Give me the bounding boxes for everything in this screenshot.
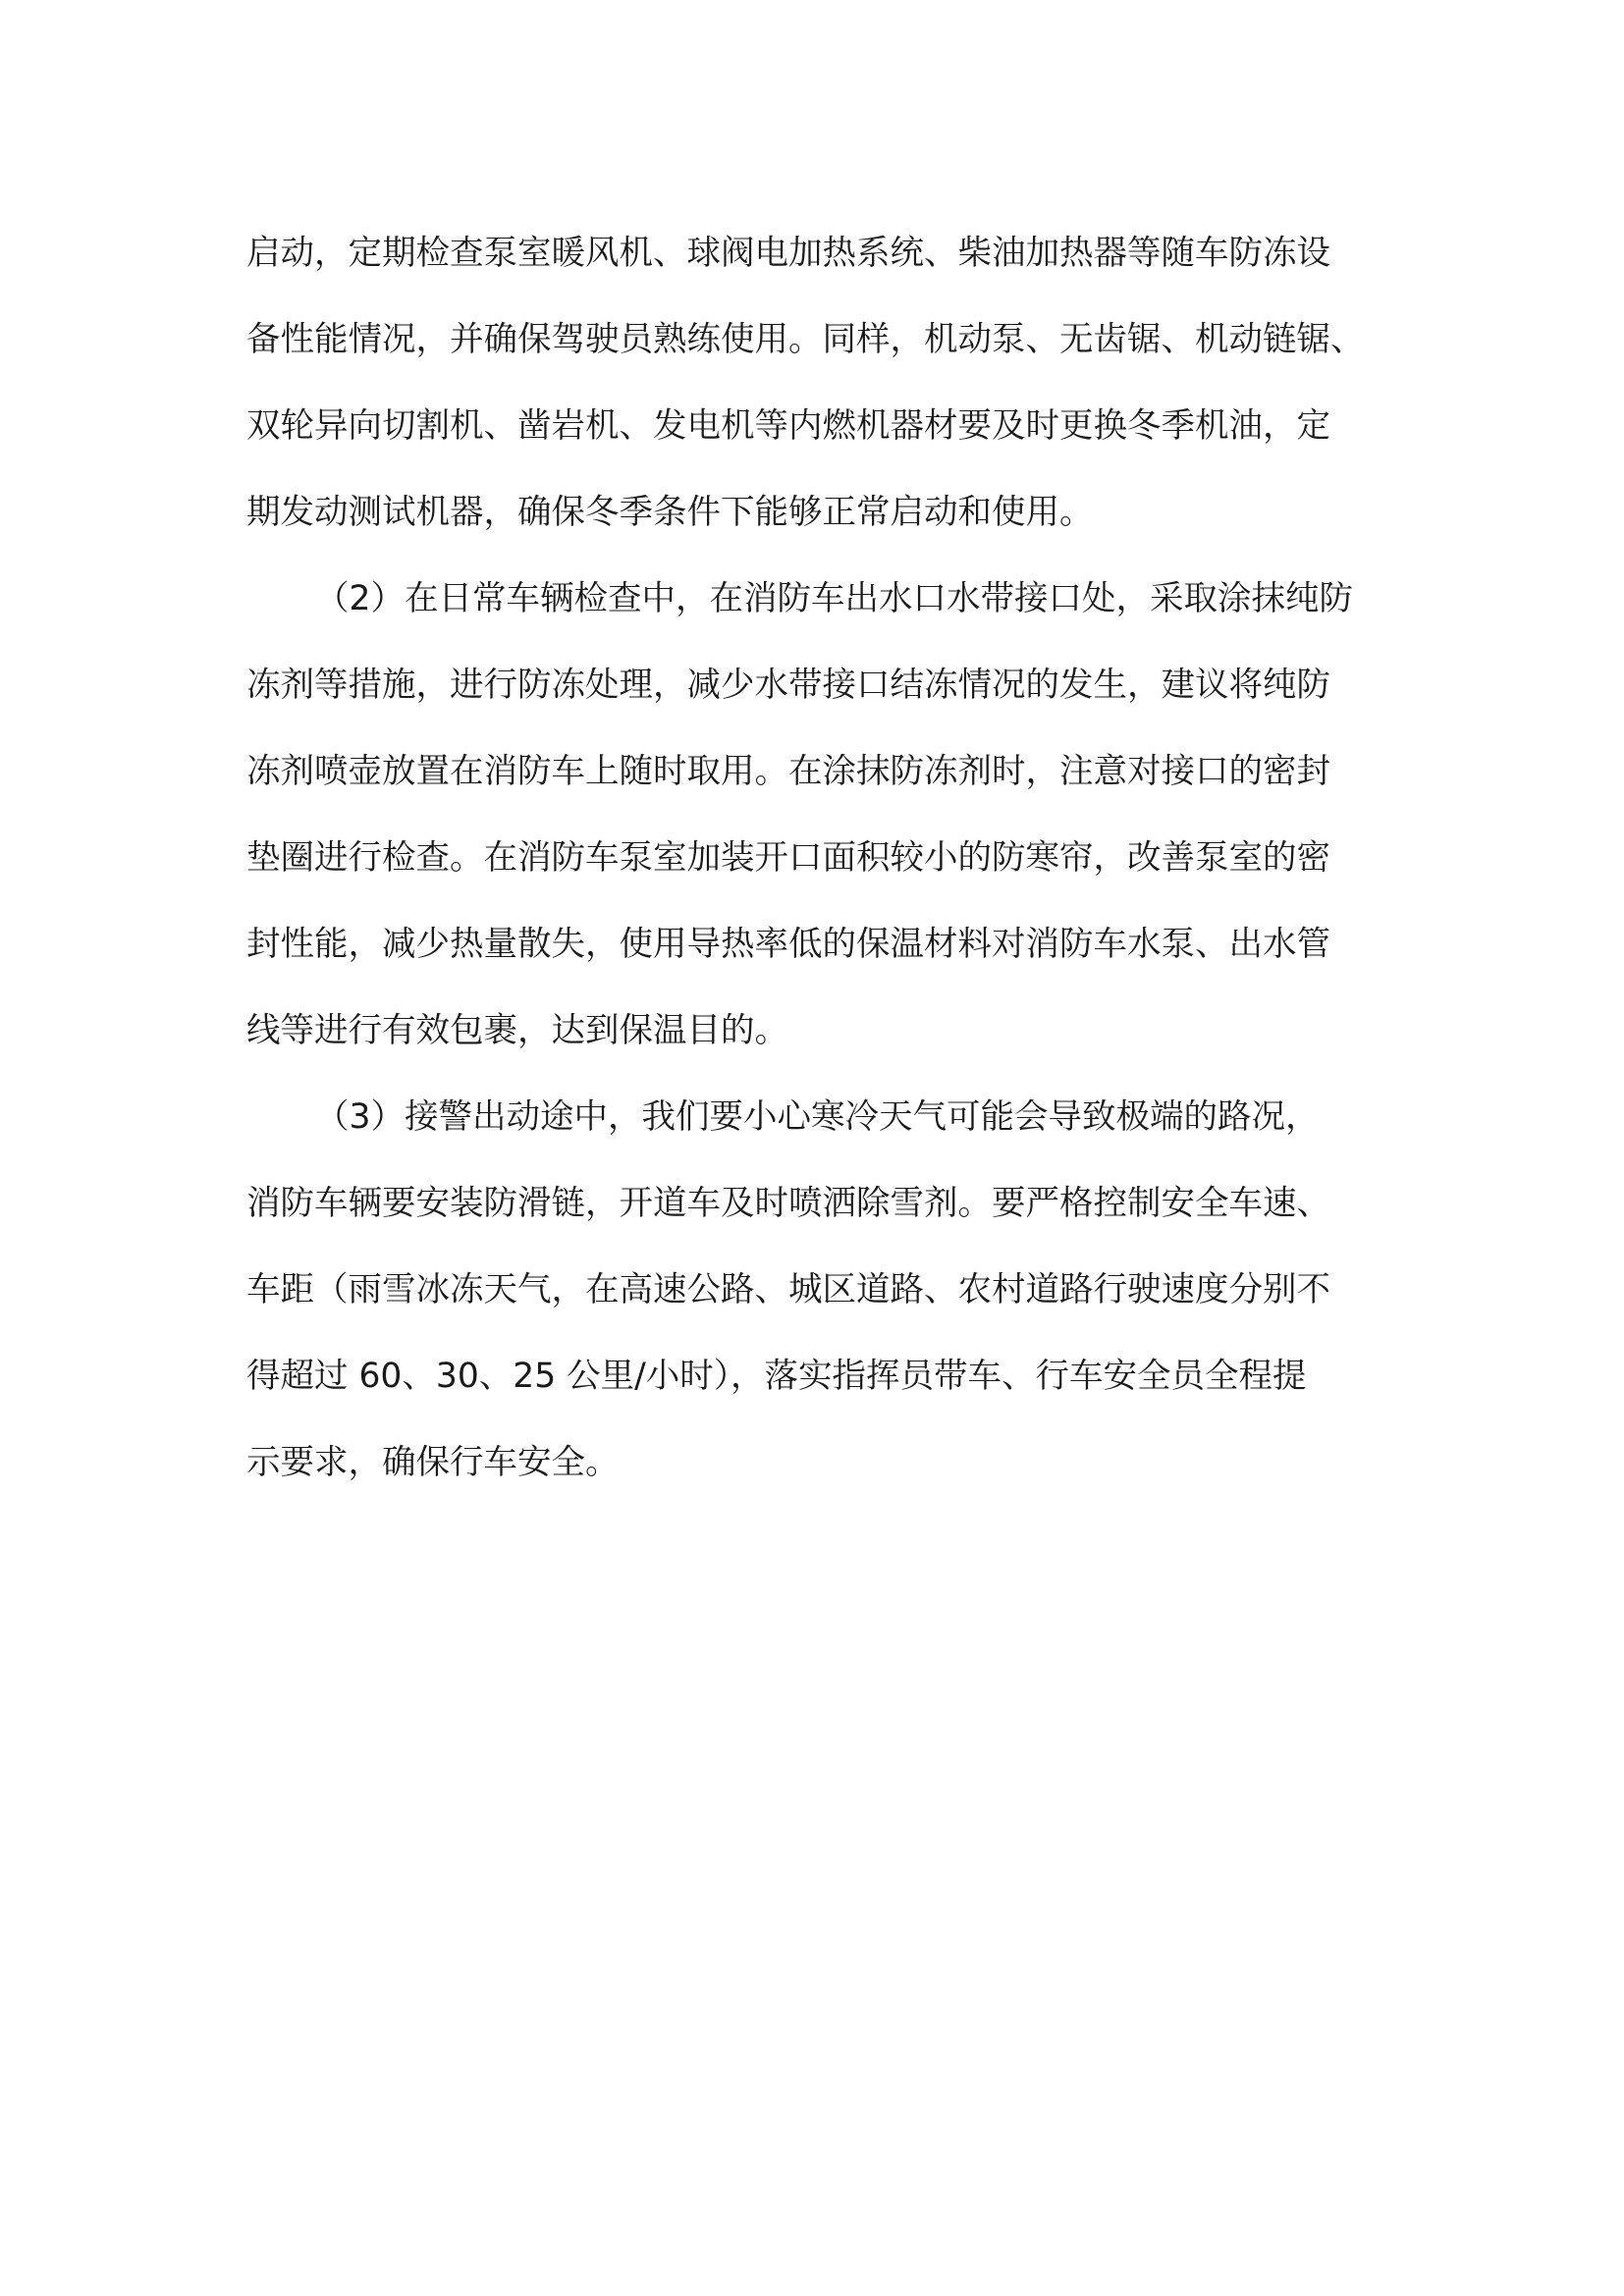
paragraph-line: 冻剂喷壶放置在消防车上随时取用。在涂抹防冻剂时，注意对接口的密封 <box>246 752 1330 791</box>
paragraph-line: 垫圈进行检查。在消防车泵室加装开口面积较小的防寒帘，改善泵室的密 <box>246 838 1330 878</box>
paragraph-line: 线等进行有效包裹，达到保温目的。 <box>246 1011 788 1050</box>
paragraph-line: 车距（雨雪冰冻天气，在高速公路、城区道路、农村道路行驶速度分别不 <box>246 1270 1330 1309</box>
paragraph-line: 期发动测试机器，确保冬季条件下能够正常启动和使用。 <box>246 493 1094 532</box>
paragraph-first-line: （3）接警出动途中，我们要小心寒冷天气可能会导致极端的路况， <box>315 1097 1320 1137</box>
paragraph-line: 得超过 60、30、25 公里/小时），落实指挥员带车、行车安全员全程提 <box>246 1357 1307 1396</box>
paragraph-line: 冻剂等措施，进行防冻处理，减少水带接口结冻情况的发生，建议将纯防 <box>246 666 1330 705</box>
paragraph-first-line: （2）在日常车辆检查中，在消防车出水口水带接口处，采取涂抹纯防 <box>315 579 1353 618</box>
paragraph-line: 双轮异向切割机、凿岩机、发电机等内燃机器材要及时更换冬季机油，定 <box>246 406 1330 446</box>
paragraph-line: 启动，定期检查泵室暖风机、球阀电加热系统、柴油加热器等随车防冻设 <box>246 234 1330 273</box>
paragraph-line: 示要求，确保行车安全。 <box>246 1443 620 1482</box>
paragraph-line: 备性能情况，并确保驾驶员熟练使用。同样，机动泵、无齿锯、机动链锯、 <box>246 320 1365 359</box>
paragraph-line: 消防车辆要安装防滑链，开道车及时喷洒除雪剂。要严格控制安全车速、 <box>246 1184 1330 1223</box>
paragraph-line: 封性能，减少热量散失，使用导热率低的保温材料对消防车水泵、出水管 <box>246 925 1330 964</box>
